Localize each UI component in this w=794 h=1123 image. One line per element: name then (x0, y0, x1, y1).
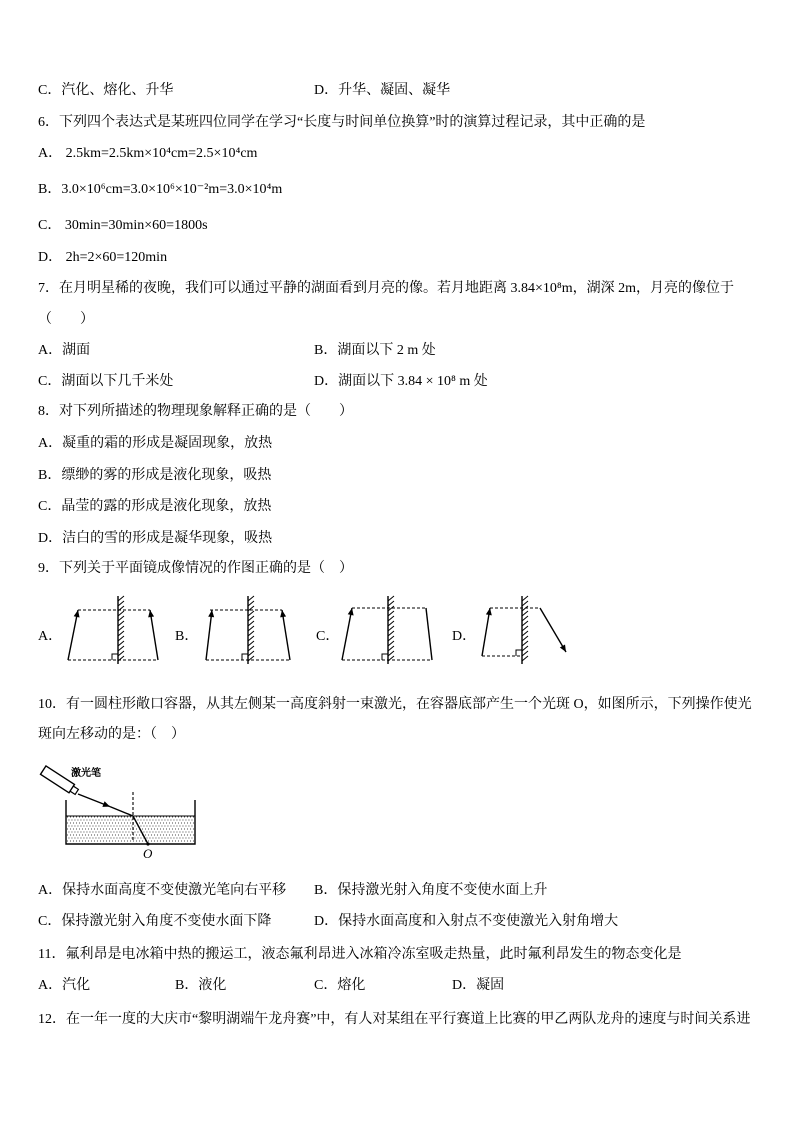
object-arrow (206, 610, 212, 660)
q11-option-c: C．熔化 (314, 978, 366, 993)
q8-option-a: A．凝重的霜的形成是凝固现象，放热 (38, 436, 273, 451)
arrowhead (148, 610, 154, 617)
q10-stem-line2: 斑向左移动的是：（ ） (38, 727, 185, 742)
right-angle-mark (382, 654, 388, 660)
q10-laser-container-figure (38, 760, 203, 862)
mirror-hatching (522, 596, 528, 661)
arrowhead (486, 608, 492, 615)
q10-option-b: B．保持激光射入角度不变使水面上升 (314, 883, 548, 898)
arrowhead (102, 801, 110, 807)
right-angle-mark (242, 654, 248, 660)
q12-stem: 12．在一年一度的大庆市“黎明湖端午龙舟赛”中，有人对某组在平行赛道上比赛的甲乙两队龙舟的速度与时间关系进 (38, 1012, 751, 1027)
right-angle-mark (516, 650, 522, 656)
q7-stem: 7．在月明星稀的夜晚，我们可以通过平静的湖面看到月亮的像。若月地距离 3.84×10⁸m，湖深 2m，月亮的像位于 (38, 281, 735, 296)
incident-ray-continued (110, 807, 133, 816)
object-arrow (482, 608, 490, 656)
container-walls (66, 800, 195, 844)
q9-figure-c (338, 594, 438, 666)
image-arrow (540, 608, 566, 652)
hatch-ticks (118, 596, 124, 661)
q11-option-b: B．液化 (175, 978, 227, 993)
mirror-hatching (388, 596, 394, 661)
q9-option-d-label: D． (452, 629, 477, 644)
q11-stem: 11．氟利昂是电冰箱中热的搬运工，液态氟利昂进入冰箱冷冻室吸走热量，此时氟利昂发生的物态变化是 (38, 947, 682, 962)
arrowhead (280, 610, 286, 617)
q6-option-b: B．3.0×10⁶cm=3.0×10⁶×10⁻²m=3.0×10⁴m (38, 182, 283, 197)
water-texture (67, 817, 194, 841)
q6-option-a: A． 2.5km=2.5km×10⁴cm=2.5×10⁴cm (38, 146, 258, 161)
arrowhead (74, 610, 80, 617)
q9-option-c-label: C． (316, 629, 340, 644)
light-spot-label: O (143, 846, 153, 861)
q7-answer-bracket: （ ） (38, 312, 94, 327)
q10-option-d: D．保持水面高度和入射点不变使激光入射角增大 (314, 914, 619, 929)
water-dots (67, 817, 194, 841)
q8-option-b: B．缥缈的雾的形成是液化现象，吸热 (38, 468, 272, 483)
right-angle-mark (112, 654, 118, 660)
laser-pen-label: 激光笔 (71, 768, 101, 779)
q6-option-c: C． 30min=30min×60=1800s (38, 218, 208, 233)
image-line (426, 608, 432, 660)
mirror-hatching (248, 596, 254, 661)
q6-stem: 6．下列四个表达式是某班四位同学在学习“长度与时间单位换算”时的演算过程记录，其中正确的是 (38, 115, 646, 130)
q9-option-b-label: B． (175, 629, 199, 644)
q9-figure-a (62, 594, 162, 666)
image-arrow (282, 610, 290, 660)
q10-option-a: A．保持水面高度不变使激光笔向右平移 (38, 883, 287, 898)
q9-stem: 9．下列关于平面镜成像情况的作图正确的是（ ） (38, 561, 353, 576)
q5-option-d: D．升华、凝固、凝华 (314, 83, 451, 98)
q6-option-d: D． 2h=2×60=120min (38, 250, 168, 265)
q5-option-c: C．汽化、熔化、升华 (38, 83, 174, 98)
q9-figure-d (476, 594, 576, 666)
q7-option-b: B．湖面以下 2 m 处 (314, 343, 436, 358)
object-arrow (68, 610, 78, 660)
q8-option-d: D．洁白的雪的形成是凝华现象，吸热 (38, 531, 273, 546)
hatch-ticks (522, 596, 528, 661)
arrowhead (348, 608, 354, 615)
q8-option-c: C．晶莹的露的形成是液化现象，放热 (38, 499, 272, 514)
q10-option-c: C．保持激光射入角度不变使水面下降 (38, 914, 272, 929)
q11-option-d: D．凝固 (452, 978, 505, 993)
object-arrow (342, 608, 352, 660)
q8-stem: 8．对下列所描述的物理现象解释正确的是（ ） (38, 404, 353, 419)
q9-option-a-label: A． (38, 629, 63, 644)
image-arrow (150, 610, 158, 660)
q9-figure-b (198, 594, 298, 666)
q7-option-d: D．湖面以下 3.84 × 10⁸ m 处 (314, 374, 488, 389)
q7-option-a: A．湖面 (38, 343, 91, 358)
q7-option-c: C．湖面以下几千米处 (38, 374, 174, 389)
q11-option-a: A．汽化 (38, 978, 91, 993)
hatch-ticks (388, 596, 394, 661)
laser-pen-body (41, 766, 75, 793)
hatch-ticks (248, 596, 254, 661)
mirror-hatching (118, 596, 124, 661)
q10-stem-line1: 10．有一圆柱形敞口容器，从其左侧某一高度斜射一束激光，在容器底部产生一个光斑 O，如图所示，下列操作使光 (38, 697, 752, 712)
